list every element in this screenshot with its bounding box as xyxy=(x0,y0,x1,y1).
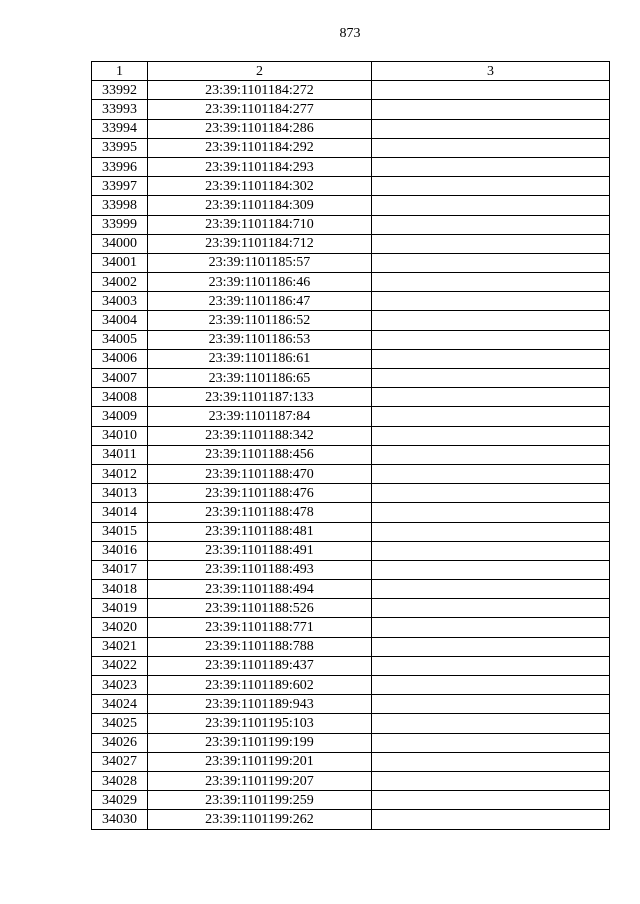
note-cell xyxy=(372,637,610,656)
note-cell xyxy=(372,618,610,637)
row-number-cell: 34021 xyxy=(92,637,148,656)
cadastral-number-cell: 23:39:1101195:103 xyxy=(148,714,372,733)
row-number-cell: 34029 xyxy=(92,791,148,810)
note-cell xyxy=(372,311,610,330)
cadastral-number-cell: 23:39:1101199:201 xyxy=(148,752,372,771)
table-row xyxy=(92,484,610,503)
note-cell xyxy=(372,503,610,522)
row-number-cell: 34015 xyxy=(92,522,148,541)
table-row xyxy=(92,177,610,196)
note-cell xyxy=(372,234,610,253)
note-cell xyxy=(372,656,610,675)
note-cell xyxy=(372,369,610,388)
cadastral-number-cell: 23:39:1101199:259 xyxy=(148,791,372,810)
table-row xyxy=(92,637,610,656)
row-number-cell: 33994 xyxy=(92,119,148,138)
cadastral-number-cell: 23:39:1101185:57 xyxy=(148,253,372,272)
cadastral-number-cell: 23:39:1101188:481 xyxy=(148,522,372,541)
row-number-cell: 34007 xyxy=(92,369,148,388)
cadastral-number-cell: 23:39:1101199:207 xyxy=(148,771,372,790)
cadastral-number-cell: 23:39:1101186:47 xyxy=(148,292,372,311)
table-row xyxy=(92,733,610,752)
note-cell xyxy=(372,215,610,234)
table-row xyxy=(92,522,610,541)
cadastral-number-cell: 23:39:1101184:277 xyxy=(148,100,372,119)
table-row xyxy=(92,580,610,599)
note-cell xyxy=(372,676,610,695)
cadastral-number-cell: 23:39:1101188:526 xyxy=(148,599,372,618)
row-number-cell: 34020 xyxy=(92,618,148,637)
note-cell xyxy=(372,426,610,445)
table-row xyxy=(92,676,610,695)
row-number-cell: 34018 xyxy=(92,580,148,599)
cadastral-number-cell: 23:39:1101189:943 xyxy=(148,695,372,714)
cadastral-number-cell: 23:39:1101187:133 xyxy=(148,388,372,407)
cadastral-number-cell: 23:39:1101188:493 xyxy=(148,560,372,579)
table-row xyxy=(92,695,610,714)
table-row xyxy=(92,253,610,272)
table-row xyxy=(92,560,610,579)
note-cell xyxy=(372,733,610,752)
table-row xyxy=(92,714,610,733)
table-row xyxy=(92,234,610,253)
cadastral-number-cell: 23:39:1101186:65 xyxy=(148,369,372,388)
row-number-cell: 34005 xyxy=(92,330,148,349)
table-row xyxy=(92,273,610,292)
cadastral-number-cell: 23:39:1101187:84 xyxy=(148,407,372,426)
cadastral-number-cell: 23:39:1101188:771 xyxy=(148,618,372,637)
table-row xyxy=(92,464,610,483)
table-row xyxy=(92,81,610,100)
table-row xyxy=(92,100,610,119)
note-cell xyxy=(372,445,610,464)
note-cell xyxy=(372,522,610,541)
table-body xyxy=(92,81,610,829)
row-number-cell: 34010 xyxy=(92,426,148,445)
row-number-cell: 34002 xyxy=(92,273,148,292)
row-number-cell: 33998 xyxy=(92,196,148,215)
cadastral-number-cell: 23:39:1101189:602 xyxy=(148,676,372,695)
cadastral-number-cell: 23:39:1101184:710 xyxy=(148,215,372,234)
row-number-cell: 33997 xyxy=(92,177,148,196)
cadastral-number-cell: 23:39:1101199:262 xyxy=(148,810,372,829)
row-number-cell: 34022 xyxy=(92,656,148,675)
row-number-cell: 33995 xyxy=(92,138,148,157)
table-row xyxy=(92,618,610,637)
table-row xyxy=(92,810,610,829)
note-cell xyxy=(372,714,610,733)
note-cell xyxy=(372,388,610,407)
cadastral-number-cell: 23:39:1101188:491 xyxy=(148,541,372,560)
column-header-2: 2 xyxy=(148,62,372,81)
table-row xyxy=(92,157,610,176)
row-number-cell: 34028 xyxy=(92,771,148,790)
note-cell xyxy=(372,292,610,311)
row-number-cell: 34003 xyxy=(92,292,148,311)
note-cell xyxy=(372,771,610,790)
cadastral-number-cell: 23:39:1101184:286 xyxy=(148,119,372,138)
row-number-cell: 34025 xyxy=(92,714,148,733)
note-cell xyxy=(372,810,610,829)
cadastral-number-cell: 23:39:1101186:46 xyxy=(148,273,372,292)
note-cell xyxy=(372,81,610,100)
row-number-cell: 34008 xyxy=(92,388,148,407)
cadastral-number-cell: 23:39:1101184:293 xyxy=(148,157,372,176)
cadastral-number-cell: 23:39:1101186:53 xyxy=(148,330,372,349)
note-cell xyxy=(372,273,610,292)
table-row xyxy=(92,311,610,330)
table-row xyxy=(92,541,610,560)
registry-table xyxy=(91,61,610,830)
cadastral-number-cell: 23:39:1101184:302 xyxy=(148,177,372,196)
table-row xyxy=(92,215,610,234)
note-cell xyxy=(372,100,610,119)
row-number-cell: 34006 xyxy=(92,349,148,368)
note-cell xyxy=(372,407,610,426)
row-number-cell: 34027 xyxy=(92,752,148,771)
row-number-cell: 34013 xyxy=(92,484,148,503)
row-number-cell: 34026 xyxy=(92,733,148,752)
table-row xyxy=(92,599,610,618)
table-row xyxy=(92,138,610,157)
row-number-cell: 34012 xyxy=(92,464,148,483)
row-number-cell: 34019 xyxy=(92,599,148,618)
note-cell xyxy=(372,330,610,349)
cadastral-number-cell: 23:39:1101184:712 xyxy=(148,234,372,253)
table-row xyxy=(92,407,610,426)
cadastral-number-cell: 23:39:1101184:272 xyxy=(148,81,372,100)
note-cell xyxy=(372,119,610,138)
row-number-cell: 34030 xyxy=(92,810,148,829)
table-row xyxy=(92,656,610,675)
note-cell xyxy=(372,791,610,810)
table-row xyxy=(92,503,610,522)
cadastral-number-cell: 23:39:1101184:292 xyxy=(148,138,372,157)
note-cell xyxy=(372,349,610,368)
cadastral-number-cell: 23:39:1101188:456 xyxy=(148,445,372,464)
table-row xyxy=(92,791,610,810)
row-number-cell: 34014 xyxy=(92,503,148,522)
row-number-cell: 34023 xyxy=(92,676,148,695)
cadastral-number-cell: 23:39:1101188:788 xyxy=(148,637,372,656)
table-row xyxy=(92,445,610,464)
cadastral-number-cell: 23:39:1101188:470 xyxy=(148,464,372,483)
row-number-cell: 34017 xyxy=(92,560,148,579)
page-number: 873 xyxy=(339,26,361,41)
cadastral-number-cell: 23:39:1101188:494 xyxy=(148,580,372,599)
row-number-cell: 33996 xyxy=(92,157,148,176)
cadastral-number-cell: 23:39:1101189:437 xyxy=(148,656,372,675)
cadastral-number-cell: 23:39:1101188:478 xyxy=(148,503,372,522)
row-number-cell: 33992 xyxy=(92,81,148,100)
row-number-cell: 33999 xyxy=(92,215,148,234)
row-number-cell: 34009 xyxy=(92,407,148,426)
column-header-1: 1 xyxy=(92,62,148,81)
row-number-cell: 34011 xyxy=(92,445,148,464)
note-cell xyxy=(372,560,610,579)
table-row xyxy=(92,369,610,388)
cadastral-number-cell: 23:39:1101184:309 xyxy=(148,196,372,215)
row-number-cell: 34016 xyxy=(92,541,148,560)
table-row xyxy=(92,349,610,368)
note-cell xyxy=(372,541,610,560)
table-header-row xyxy=(92,62,610,81)
note-cell xyxy=(372,580,610,599)
note-cell xyxy=(372,599,610,618)
note-cell xyxy=(372,196,610,215)
cadastral-number-cell: 23:39:1101199:199 xyxy=(148,733,372,752)
note-cell xyxy=(372,695,610,714)
table-row xyxy=(92,752,610,771)
row-number-cell: 33993 xyxy=(92,100,148,119)
table-row xyxy=(92,292,610,311)
note-cell xyxy=(372,484,610,503)
note-cell xyxy=(372,157,610,176)
cadastral-number-cell: 23:39:1101186:52 xyxy=(148,311,372,330)
table-row xyxy=(92,196,610,215)
column-header-3: 3 xyxy=(372,62,610,81)
table-row xyxy=(92,330,610,349)
cadastral-number-cell: 23:39:1101186:61 xyxy=(148,349,372,368)
table-row xyxy=(92,426,610,445)
table-row xyxy=(92,388,610,407)
note-cell xyxy=(372,253,610,272)
row-number-cell: 34001 xyxy=(92,253,148,272)
cadastral-number-cell: 23:39:1101188:342 xyxy=(148,426,372,445)
note-cell xyxy=(372,138,610,157)
note-cell xyxy=(372,464,610,483)
note-cell xyxy=(372,177,610,196)
table-row xyxy=(92,119,610,138)
table-row xyxy=(92,771,610,790)
row-number-cell: 34024 xyxy=(92,695,148,714)
row-number-cell: 34000 xyxy=(92,234,148,253)
note-cell xyxy=(372,752,610,771)
cadastral-number-cell: 23:39:1101188:476 xyxy=(148,484,372,503)
row-number-cell: 34004 xyxy=(92,311,148,330)
